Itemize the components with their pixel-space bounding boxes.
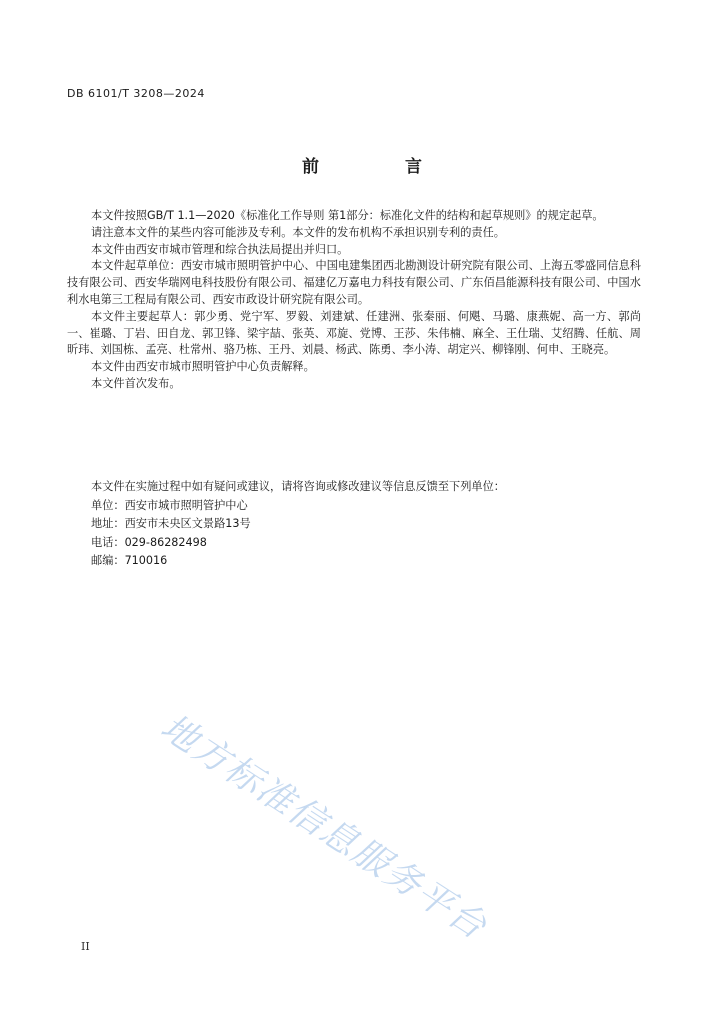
foreword-body xyxy=(67,208,641,393)
page-number: II xyxy=(81,940,90,953)
contact-intro: 本文件在实施过程中如有疑问或建议，请将咨询或修改建议等信息反馈至下列单位： xyxy=(91,480,505,493)
paragraph-proposer: 本文件由西安市城市管理和综合执法局提出并归口。 xyxy=(91,242,349,256)
paragraph-first-release: 本文件首次发布。 xyxy=(91,376,181,390)
contact-postcode: 邮编：710016 xyxy=(91,554,168,567)
paragraph-drafting-units: 本文件起草单位：西安市城市照明管护中心、中国电建集团西北勘测设计研究院有限公司、上海五零盛同信息科技有限公司、西安华瑞网电科技股份有限公司、福建亿万嘉电力科技有限公司、广东佰昌能源科技有限公司、中国水利水电第三工程局有限公司、西安市政设计研究院有限公司。 xyxy=(67,259,641,306)
contact-unit: 单位：西安市城市照明管护中心 xyxy=(91,498,248,512)
page-title: 前 言 xyxy=(302,157,462,177)
contact-phone: 电话：029-86282498 xyxy=(91,535,207,549)
paragraph-patent-notice: 请注意本文件的某些内容可能涉及专利。本文件的发布机构不承担识别专利的责任。 xyxy=(91,225,505,239)
paragraph-interpretation: 本文件由西安市城市照明管护中心负责解释。 xyxy=(91,360,315,374)
paragraph-drafting-rules: 本文件按照GB/T 1.1—2020《标准化工作导则 第1部分：标准化文件的结构和起草规则》的规定起草。 xyxy=(91,209,604,222)
paragraph-drafters: 本文件主要起草人：郭少勇、党宁军、罗毅、刘建斌、任建洲、张秦丽、何飓、马璐、康燕妮、高一方、郭尚一、崔璐、丁岩、田自龙、郭卫锋、梁宇喆、张英、邓旋、党博、王莎、朱伟楠、麻全、王仕瑞、艾绍腾、任航、周昕玮、刘国栋、孟亮、杜常州、骆乃栋、王丹、刘晨、杨武、陈勇、李小涛、胡定兴、柳锋刚、何申、王晓亮。 xyxy=(67,309,641,357)
contact-block xyxy=(91,478,505,571)
contact-address: 地址：西安市未央区文景路13号 xyxy=(91,517,251,530)
standard-code: DB 6101/T 3208—2024 xyxy=(67,87,205,100)
watermark: 地方标准信息服务平台 xyxy=(153,706,495,949)
